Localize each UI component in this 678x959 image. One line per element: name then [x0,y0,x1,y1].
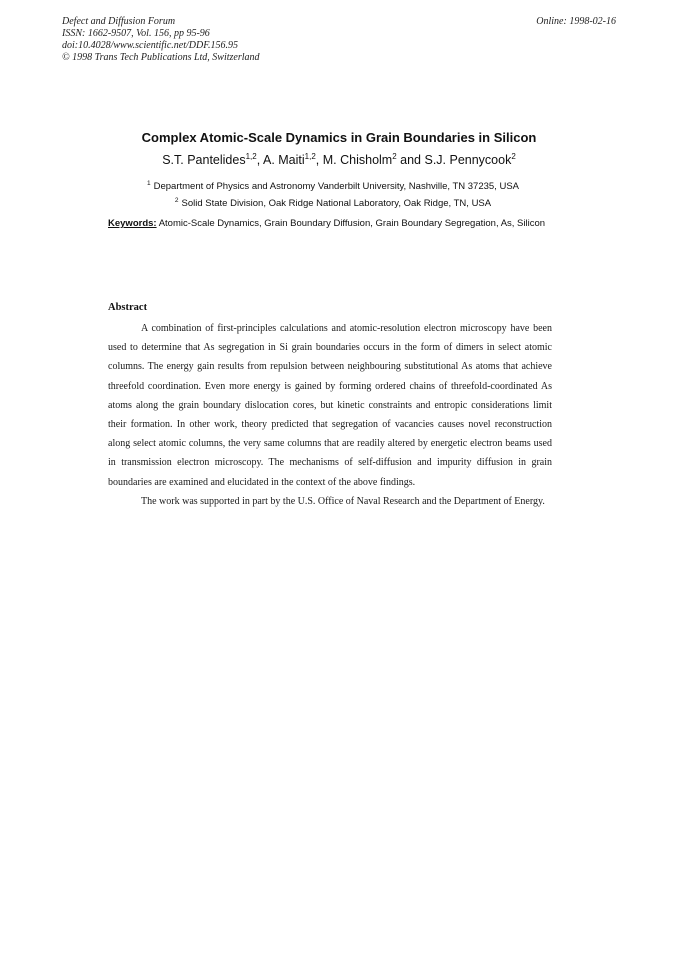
paper-title: Complex Atomic-Scale Dynamics in Grain Boundaries in Silicon [141,130,537,145]
abstract-paragraph: A combination of first-principles calculations and atomic-resolution electron microscopy have been used to determine that As segregation in Si grain boundaries occurs in the form of dimers in select atomic columns. The energy gain results from repulsion between neighbouring substitutional As atoms that achieve threefold coordination. Even more energy is gained by forming ordered chains of threefold-coordinated As atoms along the grain boundary dislocation cores, but kinetic constraints and entropic considerations limit their formation. In other work, theory predicted that segregation of vacancies causes novel reconstruction along select atomic columns, the very same columns that are readily altered by energetic electron beams used in transmission electron microscopy. The mechanisms of self-diffusion and impurity diffusion in grain boundaries are examined and elucidated in the context of the above findings. [108,323,552,488]
author: S.T. Pantelides$^{1,2}$, [162,152,263,167]
doi-line: doi:10.4028/www.scientific.net/DDF.156.95 [62,40,239,51]
author-list [0,153,678,167]
keywords-text: Atomic-Scale Dynamics, Grain Boundary Diffusion, Grain Boundary Segregation, As, Silicon [158,218,546,229]
affiliation-1: $^1$ Department of Physics and Astronomy Vanderbilt University, Nashville, TN 37235, USA [146,180,519,192]
issn-line: ISSN: 1662-9507, Vol. 156, pp 95-96 [62,28,210,39]
keywords [108,218,564,229]
copyright-line: © 1998 Trans Tech Publications Ltd, Switzerland [62,52,260,63]
author: S.J. Pennycook$^2$ [424,152,516,167]
abstract-heading: Abstract [108,302,148,313]
author: A. Maiti$^{1,2}$, [262,152,323,167]
affiliation-2: $^2$ Solid State Division, Oak Ridge National Laboratory, Oak Ridge, TN, USA [174,197,492,209]
online-date: Online: 1998-02-16 [536,16,616,27]
funding-paragraph: The work was supported in part by the U.S. Office of Naval Research and the Department of Energy. [141,495,545,507]
journal-name: Defect and Diffusion Forum [62,16,176,27]
keywords-label: Keywords: [108,218,157,229]
journal-header [62,16,260,64]
author: M. Chisholm$^2$ and [322,152,425,167]
abstract-body [108,319,552,511]
